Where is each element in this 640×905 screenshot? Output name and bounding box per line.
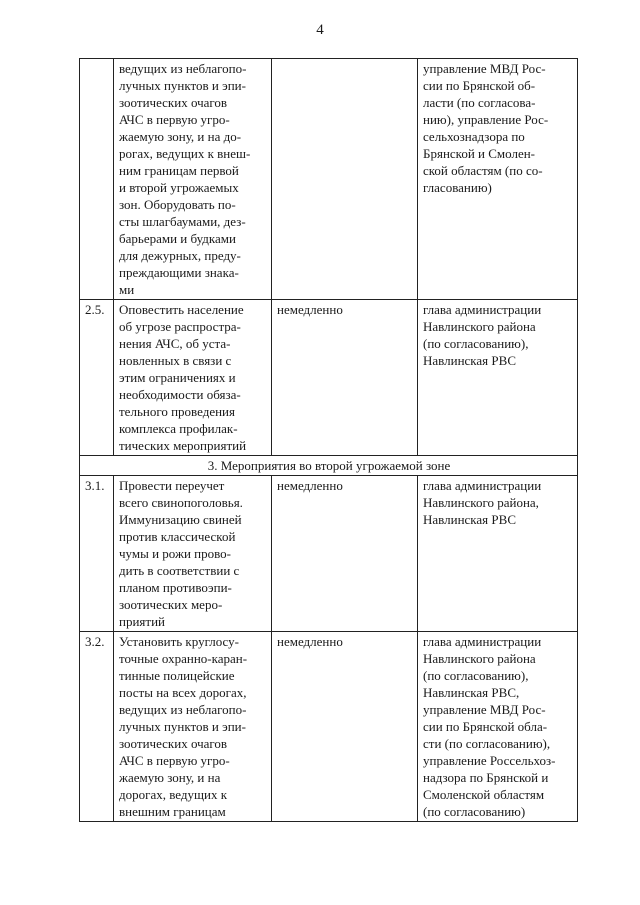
row-number (80, 59, 114, 300)
measures-table (79, 58, 578, 822)
table-row (80, 632, 578, 822)
table-row (80, 476, 578, 632)
responsible-cell: глава администрации Навлинского района (по согласованию), Навлинская РВС, управление МВД Рос- сии по Брянской обла- сти (по согласованию), управление Россельхоз- надзора по Брянской и Смоленской областям (по согласованию) (418, 632, 578, 822)
responsible-cell: глава администрации Навлинского района, Навлинская РВС (418, 476, 578, 632)
responsible-cell: управление МВД Рос- сии по Брянской об- ласти (по согласова- нию), управление Рос- сельхознадзора по Брянской и Смолен- ской областям (по со- гласованию) (418, 59, 578, 300)
responsible-cell: глава администрации Навлинского района (по согласованию), Навлинская РВС (418, 300, 578, 456)
action-cell: Оповестить население об угрозе распростра- нения АЧС, об уста- новленных в связи с этим ограничениях и необходимости обяза- тельного проведения комплекса профилак- тических мероприятий (114, 300, 272, 456)
row-number: 2.5. (80, 300, 114, 456)
term-cell: немедленно (272, 300, 418, 456)
action-cell: Установить круглосу- точные охранно-каран- тинные полицейские посты на всех дорогах, ведущих из неблагопо- лучных пунктов и эпи- зоотических очагов АЧС в первую угро- жаемую зону, и на дорогах, ведущих к внешним границам (114, 632, 272, 822)
row-number: 3.1. (80, 476, 114, 632)
term-cell: немедленно (272, 632, 418, 822)
action-cell: ведущих из неблагопо- лучных пунктов и эпи- зоотических очагов АЧС в первую угро- жаемую зону, и на до- рогах, ведущих к внеш- ним границам первой и второй угрожаемых зон. Оборудовать по- сты шлагбаумами, дез- барьерами и будками для дежурных, преду- преждающими знака- ми (114, 59, 272, 300)
page-number: 4 (316, 22, 324, 38)
action-cell: Провести переучет всего свинопоголовья. Иммунизацию свиней против классической чумы и рожи прово- дить в соответствии с планом противоэпи- зоотических меро- приятий (114, 476, 272, 632)
table-row (80, 59, 578, 300)
term-cell: немедленно (272, 476, 418, 632)
section-header-row (80, 456, 578, 476)
row-number: 3.2. (80, 632, 114, 822)
table-row (80, 300, 578, 456)
section-title: 3. Мероприятия во второй угрожаемой зоне (80, 456, 578, 476)
term-cell (272, 59, 418, 300)
